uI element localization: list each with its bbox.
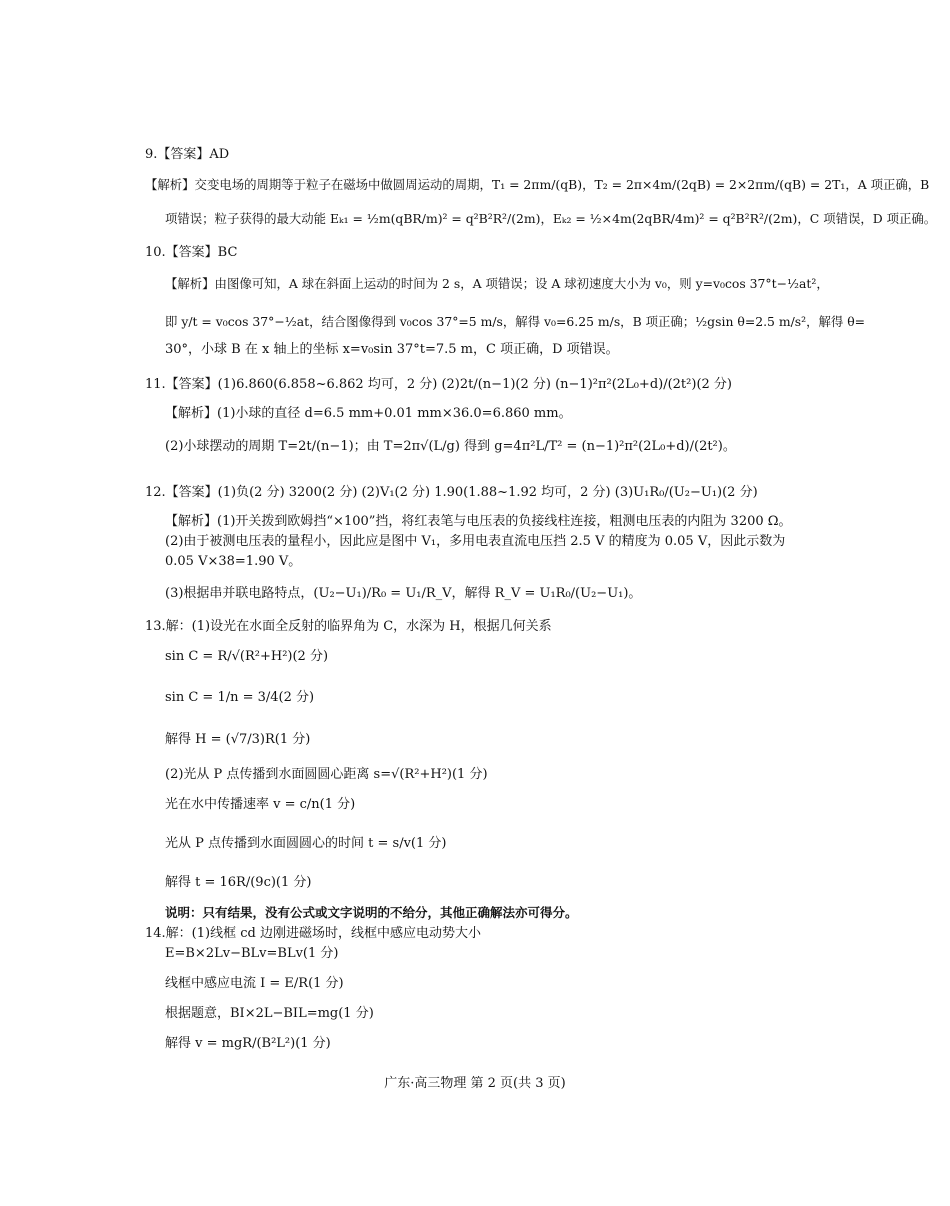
line-q10-answer: 10.【答案】BC xyxy=(145,245,238,260)
line-q13-step-5: 光在水中传播速率 v = c/n(1 分) xyxy=(165,797,356,812)
line-q9-analysis-2: 项错误；粒子获得的最大动能 Eₖ₁ = ½m(qBR/m)² = q²B²R²/(2m)，Eₖ₂ = ½×4m(2qBR/4m)² = q²B²R²/(2m)，C 项错误，D 项正确。 xyxy=(165,211,937,226)
line-q13-intro: 13.解：(1)设光在水面全反射的临界角为 C，水深为 H，根据几何关系 xyxy=(145,619,552,634)
line-q14-step-3: 根据题意，BI×2L−BIL=mg(1 分) xyxy=(165,1006,374,1021)
line-q13-step-6: 光从 P 点传播到水面圆圆心的时间 t = s/v(1 分) xyxy=(165,836,447,851)
line-q11-answer: 11.【答案】(1)6.860(6.858~6.862 均可，2 分) (2)2t/(n−1)(2 分) (n−1)²π²(2L₀+d)/(2t²)(2 分) xyxy=(145,377,732,392)
line-q13-note: 说明：只有结果，没有公式或文字说明的不给分，其他正确解法亦可得分。 xyxy=(165,905,578,920)
line-q12-analysis-4: (3)根据串并联电路特点，(U₂−U₁)/R₀ = U₁/R_V，解得 R_V = U₁R₀/(U₂−U₁)。 xyxy=(165,586,642,601)
line-q13-step-7: 解得 t = 16R/(9c)(1 分) xyxy=(165,875,312,890)
line-q10-analysis-1: 【解析】由图像可知，A 球在斜面上运动的时间为 2 s，A 项错误；设 A 球初速度大小为 v₀，则 y=v₀cos 37°t−½at²， xyxy=(165,276,829,291)
line-q14-intro: 14.解：(1)线框 cd 边刚进磁场时，线框中感应电动势大小 xyxy=(145,926,481,941)
page-footer: 广东·高三物理 第 2 页(共 3 页) xyxy=(384,1076,566,1091)
line-q13-step-4: (2)光从 P 点传播到水面圆圆心距离 s=√(R²+H²)(1 分) xyxy=(165,767,488,782)
line-q11-analysis-2: (2)小球摆动的周期 T=2t/(n−1)；由 T=2π√(L/g) 得到 g=4π²L/T² = (n−1)²π²(2L₀+d)/(2t²)。 xyxy=(165,439,736,454)
line-q9-answer: 9.【答案】AD xyxy=(145,147,230,162)
line-q12-answer: 12.【答案】(1)负(2 分) 3200(2 分) (2)V₁(2 分) 1.90(1.88~1.92 均可，2 分) (3)U₁R₀/(U₂−U₁)(2 分) xyxy=(145,485,758,500)
line-q14-step-1: E=B×2Lv−BLv=BLv(1 分) xyxy=(165,946,339,961)
line-q13-step-1: sin C = R/√(R²+H²)(2 分) xyxy=(165,649,329,664)
line-q12-analysis-1: 【解析】(1)开关拨到欧姆挡“×100”挡，将红表笔与电压表的负接线柱连接，粗测电压表的内阻为 3200 Ω。 xyxy=(165,514,792,529)
line-q13-step-2: sin C = 1/n = 3/4(2 分) xyxy=(165,690,315,705)
line-q14-step-2: 线框中感应电流 I = E/R(1 分) xyxy=(165,976,344,991)
line-q13-step-3: 解得 H = (√7/3)R(1 分) xyxy=(165,732,311,747)
line-q9-analysis-1: 【解析】交变电场的周期等于粒子在磁场中做圆周运动的周期，T₁ = 2πm/(qB)，T₂ = 2π×4m/(2qB) = 2×2πm/(qB) = 2T₁，A 项正确，B xyxy=(145,177,930,192)
line-q12-analysis-2: (2)由于被测电压表的量程小，因此应是图中 V₁，多用电表直流电压挡 2.5 V 的精度为 0.05 V，因此示数为 xyxy=(165,534,786,549)
line-q10-analysis-2: 即 y/t = v₀cos 37°−½at，结合图像得到 v₀cos 37°=5 m/s，解得 v₀=6.25 m/s，B 项正确；½gsin θ=2.5 m/s²，解得 θ= xyxy=(165,314,866,329)
line-q12-analysis-3: 0.05 V×38=1.90 V。 xyxy=(165,554,302,569)
line-q11-analysis-1: 【解析】(1)小球的直径 d=6.5 mm+0.01 mm×36.0=6.860 mm。 xyxy=(165,406,572,421)
line-q14-step-4: 解得 v = mgR/(B²L²)(1 分) xyxy=(165,1036,331,1051)
line-q10-analysis-3: 30°，小球 B 在 x 轴上的坐标 x=v₀sin 37°t=7.5 m，C 项正确，D 项错误。 xyxy=(165,342,619,357)
